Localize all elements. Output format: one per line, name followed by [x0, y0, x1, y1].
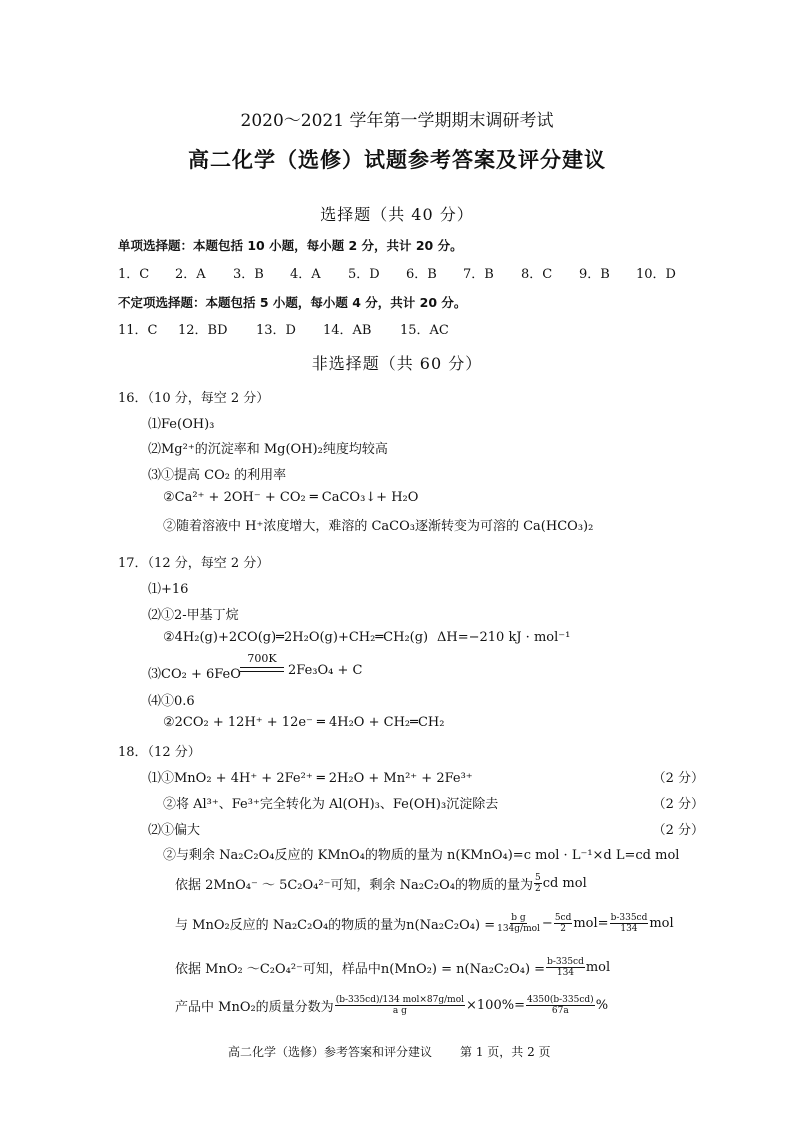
q18-text: 依据 MnO₂ ～C₂O₄²⁻可知，样品中n(MnO₂) = n(Na₂C₂O₄) =: [175, 962, 546, 977]
numerator: b-335cd: [547, 957, 584, 967]
fraction: [610, 913, 649, 934]
numerator: b-335cd: [610, 913, 648, 923]
q18-answer-2: ②将 Al³⁺、Fe³⁺完全转化为 Al(OH)₃、Fe(OH)₃沉淀除去: [163, 797, 499, 812]
answer-item: 1．C: [118, 267, 150, 282]
exam-title: 2020～2021 学年第一学期期末调研考试: [240, 111, 554, 131]
q18-text: ×100%=: [466, 998, 525, 1013]
q17-answer-2: ⑵①2-甲基丁烷: [148, 608, 239, 623]
q17-answer-4b: 2Fe₃O₄ + C: [288, 663, 363, 678]
answer-item: 2．A: [175, 267, 206, 282]
answer-item: 15．AC: [400, 323, 449, 338]
numerator: 4350(b-335cd): [526, 995, 594, 1005]
q18-answer-3: ⑵①偏大: [148, 823, 201, 838]
denominator: 134: [620, 924, 638, 934]
denominator: 67a: [551, 1006, 569, 1016]
q17-answer-3a: ②4H₂(g)+2CO(g)═2H₂O(g)+CH₂═CH₂(g): [163, 630, 429, 645]
q16-header: 16．（10 分，每空 2 分）: [118, 391, 270, 406]
denominator: a g: [392, 1006, 407, 1016]
minus-sign: −: [541, 916, 553, 931]
fraction: [534, 873, 542, 894]
answer-item: 3．B: [233, 267, 264, 282]
denominator: 134: [556, 968, 575, 978]
single-choice-desc: 单项选择题：本题包括 10 小题，每小题 2 分，共计 20 分。: [118, 238, 463, 253]
q16-answer-3: ⑶①提高 CO₂ 的利用率: [148, 468, 287, 483]
q18-text: cd mol: [542, 876, 587, 891]
answer-item: 12．BD: [178, 323, 228, 338]
q18-answer-8: [175, 995, 608, 1016]
denominator: 2: [560, 924, 566, 934]
answer-item: 11．C: [118, 323, 158, 338]
answer-item: 5．D: [348, 267, 380, 282]
fraction: [546, 957, 585, 978]
doc-title: 高二化学（选修）试题参考答案及评分建议: [188, 147, 606, 172]
page-number: 第 1 页，共 2 页: [460, 1045, 551, 1059]
score-note: （2 分）: [652, 823, 704, 838]
section-title-choice: 选择题（共 40 分）: [320, 205, 474, 224]
numerator: (b-335cd)/134 mol×87g/mol: [335, 995, 465, 1005]
q18-text: mol=: [573, 916, 609, 931]
answer-item: 7．B: [463, 267, 494, 282]
q18-text: %: [595, 998, 609, 1013]
numerator: b g: [511, 913, 526, 923]
q18-text: mol: [649, 916, 674, 931]
q18-answer-4: ②与剩余 Na₂C₂O₄反应的 KMnO₄的物质的量为 n(KMnO₄)=c mol · L⁻¹×d L=cd mol: [163, 848, 680, 863]
multi-choice-desc: 不定项选择题：本题包括 5 小题，每小题 4 分，共计 20 分。: [118, 295, 467, 310]
q18-answer-5: [175, 873, 587, 894]
numerator: 5cd: [554, 913, 572, 923]
answer-item: 8．C: [521, 267, 553, 282]
fraction: [526, 995, 595, 1016]
q18-header: 18．（12 分）: [118, 745, 201, 760]
fraction: [335, 995, 465, 1016]
q18-answer-1: ⑴①MnO₂ + 4H⁺ + 2Fe²⁺ ═ 2H₂O + Mn²⁺ + 2Fe³⁺: [148, 771, 473, 786]
fraction: [496, 913, 541, 934]
q18-text: 依据 2MnO₄⁻ ～ 5C₂O₄²⁻可知，剩余 Na₂C₂O₄的物质的量为: [175, 878, 533, 893]
footer-title: 高二化学（选修）参考答案和评分建议: [228, 1045, 433, 1059]
section-title-nonchoice: 非选择题（共 60 分）: [311, 354, 483, 373]
answer-item: 13．D: [256, 323, 296, 338]
q17-answer-6: ②2CO₂ + 12H⁺ + 12e⁻ ═ 4H₂O + CH₂═CH₂: [163, 715, 445, 730]
equals-arrow: [240, 667, 284, 672]
q16-answer-1: ⑴Fe(OH)₃: [148, 417, 215, 432]
denominator: 2: [534, 884, 541, 894]
q17-answer-5: ⑷①0.6: [148, 694, 195, 709]
q17-answer-1: ⑴+16: [148, 582, 189, 597]
q18-text: 产品中 MnO₂的质量分数为: [175, 1000, 334, 1015]
q16-answer-2: ⑵Mg²⁺的沉淀率和 Mg(OH)₂纯度均较高: [148, 442, 388, 457]
fraction: [554, 913, 573, 934]
q17-answer-4a: ⑶CO₂ + 6FeO: [148, 667, 241, 682]
reaction-condition: 700K: [247, 652, 277, 665]
score-note: （2 分）: [652, 771, 704, 786]
q18-answer-6: [175, 913, 674, 934]
q16-answer-5: ②随着溶液中 H⁺浓度增大，难溶的 CaCO₃逐渐转变为可溶的 Ca(HCO₃)₂: [163, 519, 594, 534]
denominator: 134g/mol: [497, 924, 540, 934]
q17-answer-3b: ΔH=−210 kJ · mol⁻¹: [437, 630, 571, 645]
answer-item: 9．B: [579, 267, 610, 282]
q18-answer-7: [175, 957, 610, 978]
q18-text: 与 MnO₂反应的 Na₂C₂O₄的物质的量为n(Na₂C₂O₄) =: [175, 918, 496, 933]
answer-item: 4．A: [290, 267, 321, 282]
answer-item: 6．B: [406, 267, 437, 282]
answer-item: 10．D: [636, 267, 676, 282]
answer-item: 14．AB: [323, 323, 372, 338]
q18-text: mol: [585, 960, 611, 975]
q16-answer-4: ②Ca²⁺ + 2OH⁻ + CO₂ ═ CaCO₃↓+ H₂O: [163, 490, 419, 505]
q17-header: 17．（12 分，每空 2 分）: [118, 556, 270, 571]
score-note: （2 分）: [652, 797, 704, 812]
numerator: 5: [534, 873, 541, 883]
